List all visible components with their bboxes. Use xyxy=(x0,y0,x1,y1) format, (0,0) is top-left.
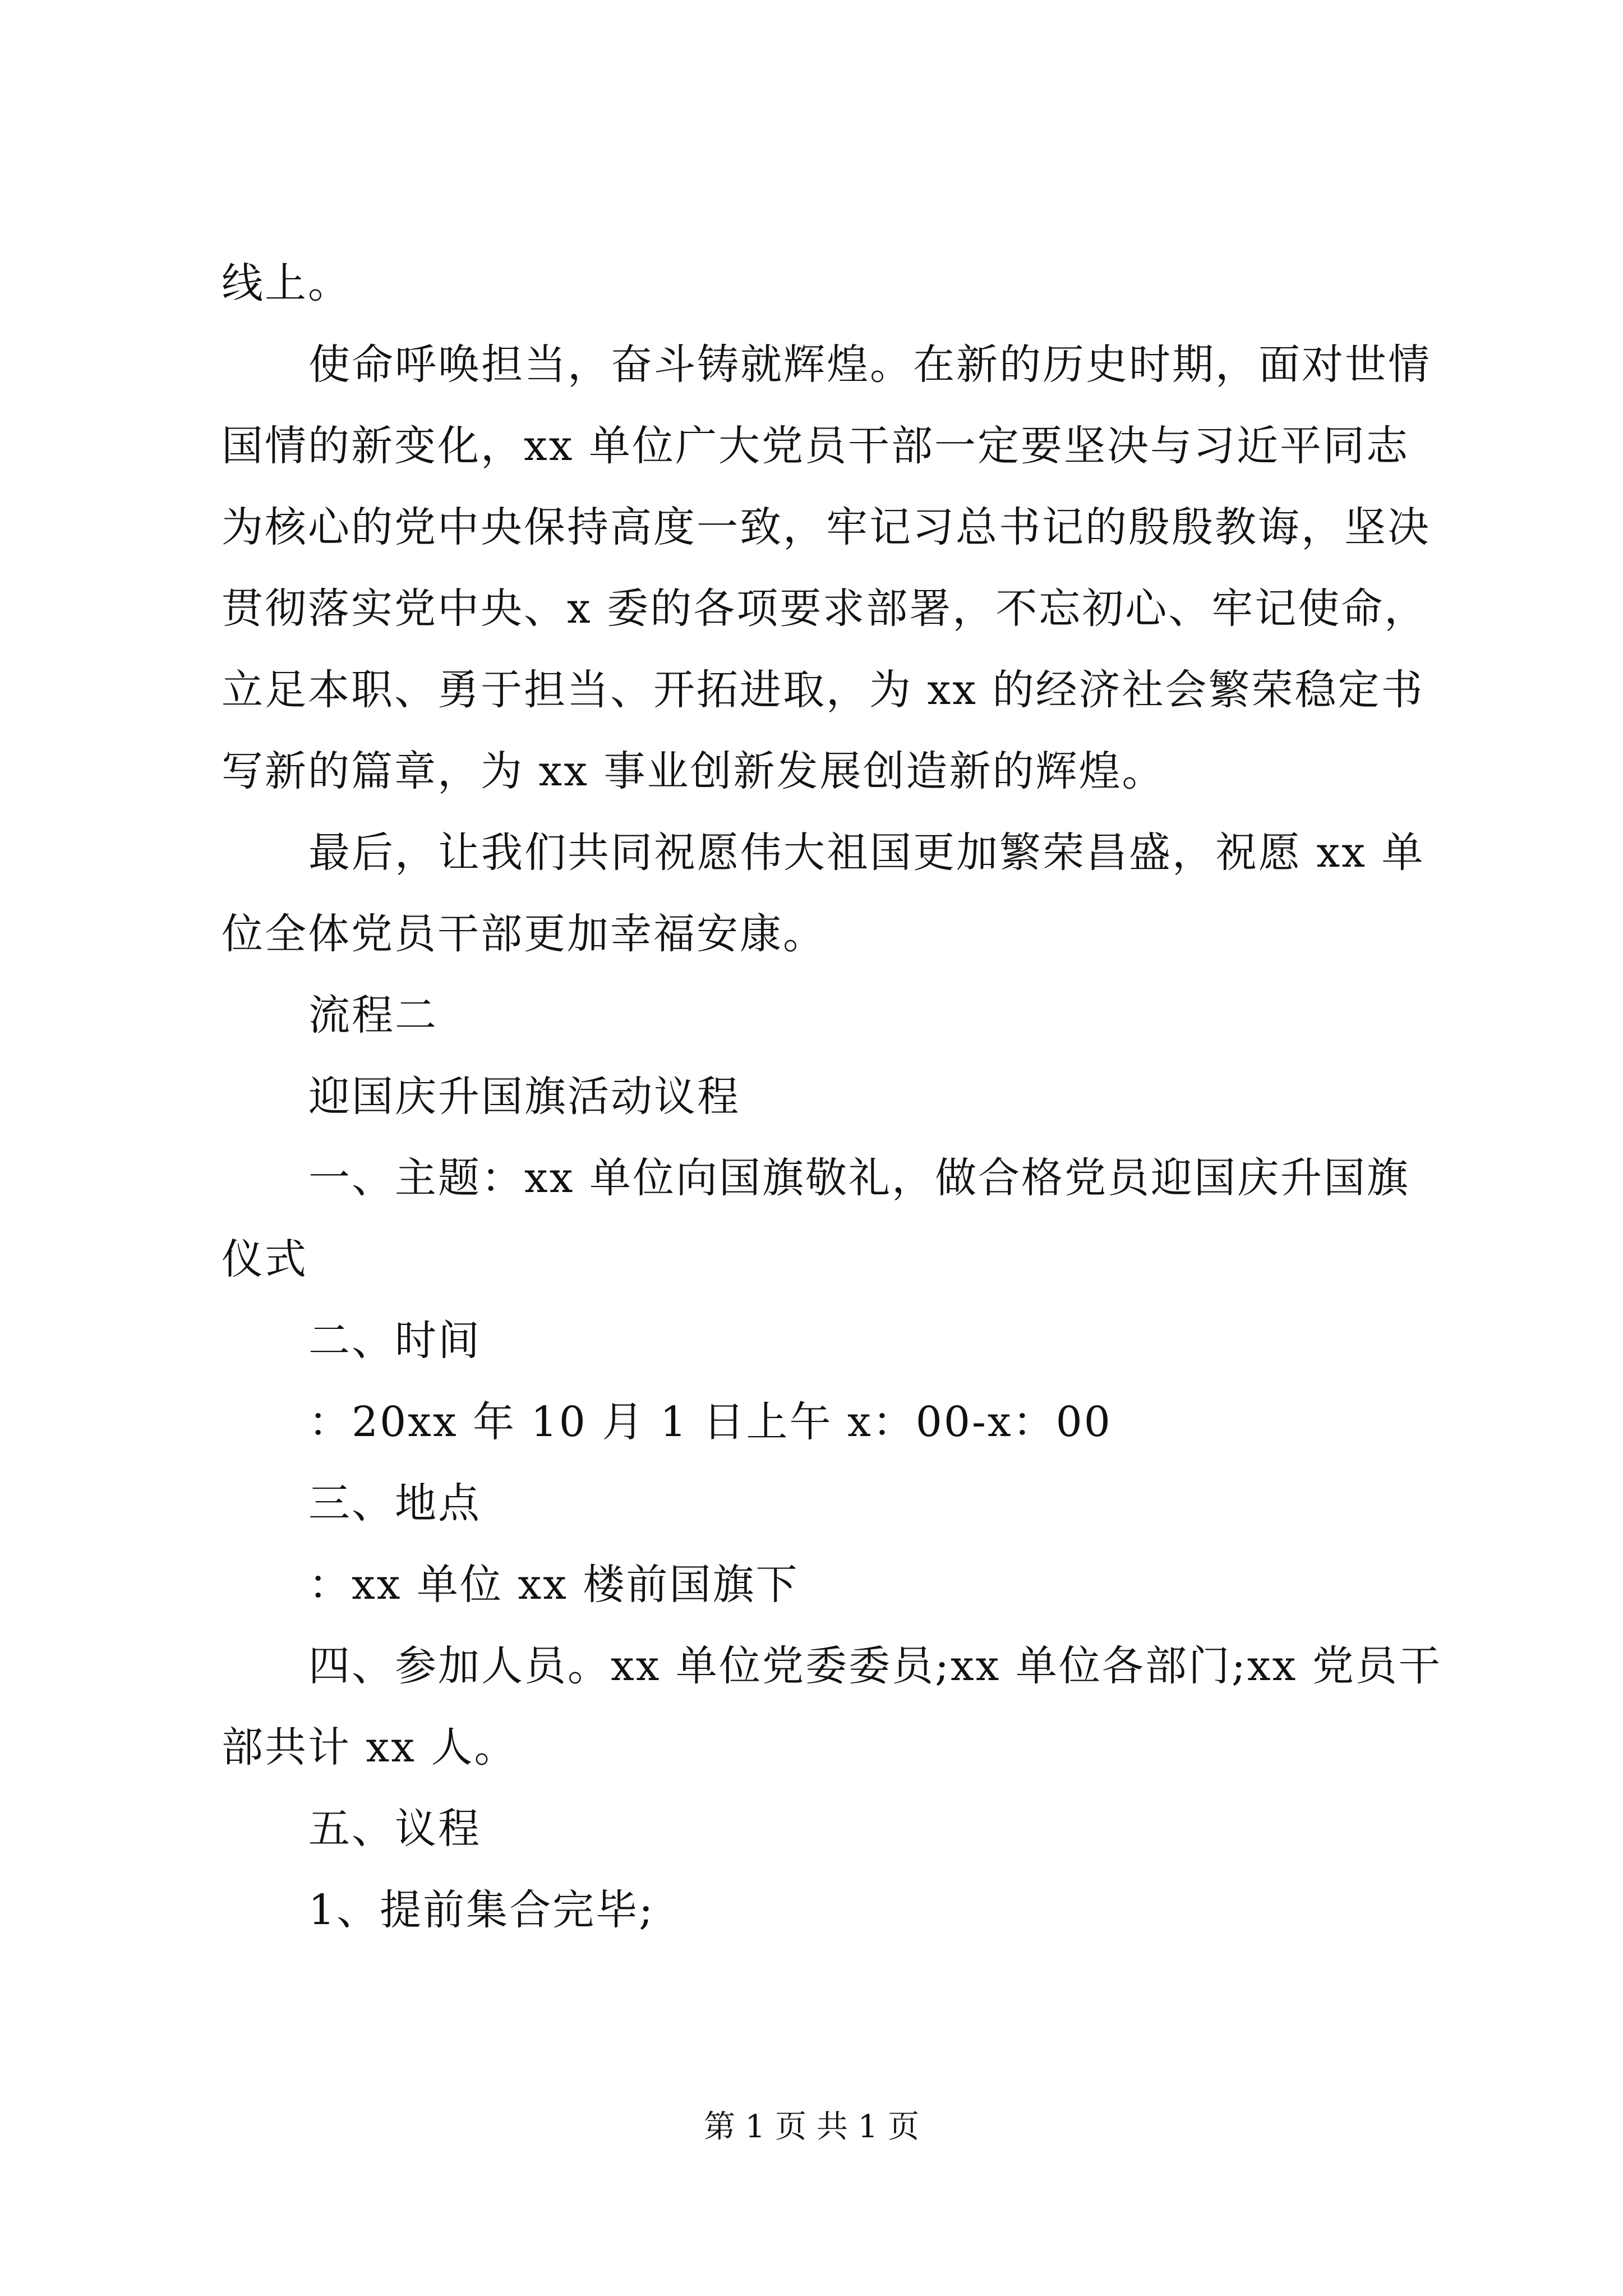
text-line: 最后，让我们共同祝愿伟大祖国更加繁荣昌盛，祝愿 xx 单 xyxy=(308,829,1425,877)
section-heading: 三、地点 xyxy=(308,1479,481,1527)
section-heading: 五、议程 xyxy=(308,1805,481,1853)
list-item: 1、提前集合完毕; xyxy=(308,1886,655,1934)
text-line: ：20xx 年 10 月 1 日上午 x：00-x：00 xyxy=(308,1398,1112,1446)
text-line: 写新的篇章，为 xx 事业创新发展创造新的辉煌。 xyxy=(222,747,1165,795)
section-heading: 流程二 xyxy=(308,991,438,1039)
text-line: 为核心的党中央保持高度一致，牢记习总书记的殷殷教诲，坚决 xyxy=(222,503,1431,551)
section-heading: 迎国庆升国旗活动议程 xyxy=(308,1073,740,1121)
text-line: 贯彻落实党中央、x 委的各项要求部署，不忘初心、牢记使命， xyxy=(222,585,1428,633)
text-line: 线上。 xyxy=(222,259,351,307)
text-line: 立足本职、勇于担当、开拓进取，为 xx 的经济社会繁荣稳定书 xyxy=(222,666,1424,714)
text-line: ：xx 单位 xx 楼前国旗下 xyxy=(308,1561,799,1609)
text-line: 四、参加人员。xx 单位党委委员;xx 单位各部门;xx 党员干 xyxy=(308,1642,1442,1690)
text-line: 仪式 xyxy=(222,1235,308,1283)
text-line: 部共计 xx 人。 xyxy=(222,1723,518,1772)
section-heading: 二、时间 xyxy=(308,1317,481,1365)
text-line: 位全体党员干部更加幸福安康。 xyxy=(222,910,826,958)
text-line: 国情的新变化，xx 单位广大党员干部一定要坚决与习近平同志 xyxy=(222,422,1409,470)
page-footer: 第 1 页 共 1 页 xyxy=(703,2109,920,2145)
text-line: 一、主题：xx 单位向国旗敬礼，做合格党员迎国庆升国旗 xyxy=(308,1154,1410,1202)
text-line: 使命呼唤担当，奋斗铸就辉煌。在新的历史时期，面对世情 xyxy=(308,341,1431,389)
